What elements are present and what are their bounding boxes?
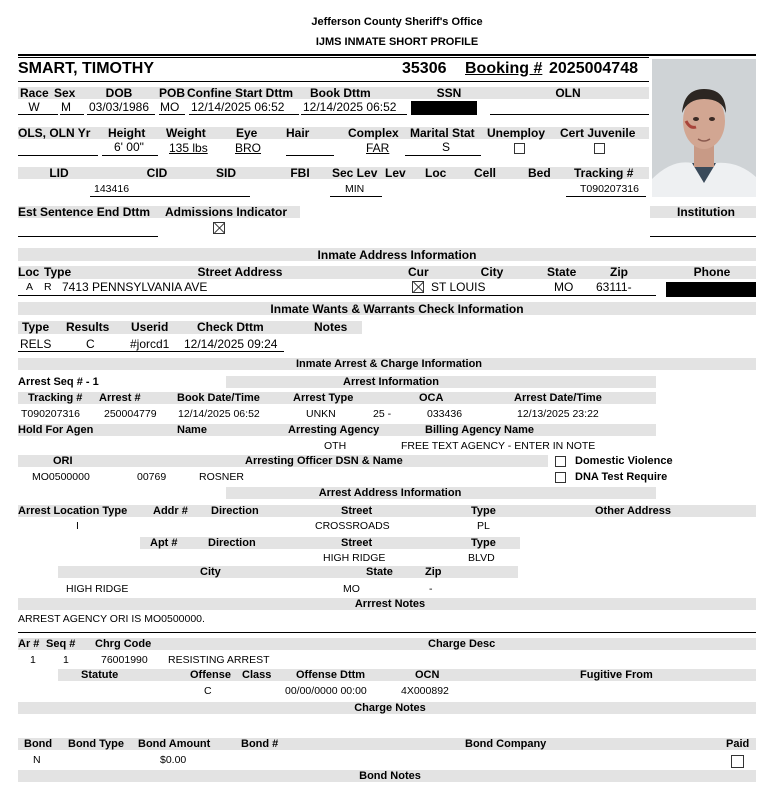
top-divider — [18, 54, 756, 56]
dob-underline — [87, 114, 155, 115]
race-underline — [18, 114, 58, 115]
arrest-zip-value: - — [429, 583, 433, 595]
eye-value: BRO — [235, 141, 262, 155]
charge-divider — [18, 632, 756, 633]
est-sentence-label: Est Sentence End Dttm — [18, 205, 151, 219]
wants-userid-label: Userid — [131, 320, 169, 334]
ocn-value: 4X000892 — [401, 685, 449, 697]
bond-no-label: Bond # — [241, 738, 279, 750]
address-section-title: Inmate Address Information — [317, 248, 477, 262]
charge-seq-value: 1 — [63, 654, 69, 666]
confine-underline — [189, 114, 299, 115]
office-title: Jefferson County Sheriff's Office — [311, 16, 483, 28]
addr-city-value: ST LOUIS — [431, 280, 486, 294]
arrest-info-bar — [226, 376, 656, 388]
pob-underline — [159, 114, 185, 115]
charge-notes-title: Charge Notes — [354, 702, 426, 714]
unemploy-label: Unemploy — [487, 126, 546, 140]
wants-check-value: 12/14/2025 09:24 — [184, 337, 278, 351]
offense-value: C — [204, 685, 212, 697]
book-underline — [301, 114, 407, 115]
complexion-value: FAR — [366, 141, 390, 155]
marital-label: Marital Stat — [410, 126, 475, 140]
institution-label: Institution — [677, 205, 735, 219]
loc-label: Loc — [425, 166, 447, 180]
offense-dttm-label: Offense Dttm — [296, 669, 366, 681]
arrest-state-value: MO — [343, 583, 360, 595]
wants-section-title: Inmate Wants & Warrants Check Information — [270, 302, 524, 316]
name-divider — [18, 81, 649, 82]
admissions-checkbox[interactable] — [213, 222, 225, 234]
arrest-type2-label: Type — [471, 537, 496, 549]
ori-label: ORI — [53, 455, 73, 467]
arresting-agency-label: Arresting Agency — [288, 424, 380, 436]
addr-street-label: Street Address — [197, 265, 283, 279]
charge-ar-value: 1 — [30, 654, 36, 666]
weight-label: Weight — [166, 126, 206, 140]
top-divider-2 — [18, 57, 649, 58]
oln-label: OLN — [555, 86, 581, 100]
cert-juvenile-label: Cert Juvenile — [560, 126, 636, 140]
charge-code-label: Chrg Code — [95, 638, 152, 650]
sentence-underline — [18, 236, 158, 237]
arrest-city-label-bar — [58, 566, 518, 578]
sec-lev-label: Sec Lev — [332, 166, 378, 180]
addr-state-value: MO — [554, 280, 574, 294]
ols-underline — [18, 155, 98, 156]
ocn-label: OCN — [415, 669, 440, 681]
wants-check-label: Check Dttm — [197, 320, 264, 334]
height-value: 6' 00" — [114, 140, 144, 154]
sex-underline — [60, 114, 84, 115]
arrest-apt-label-bar — [140, 537, 520, 549]
bond-paid-label: Paid — [726, 738, 750, 750]
institution-underline — [650, 236, 756, 237]
billing-agency-value: FREE TEXT AGENCY - ENTER IN NOTE — [401, 440, 596, 452]
admissions-label: Admissions Indicator — [165, 205, 288, 219]
oln-underline — [490, 114, 649, 115]
dob-value: 03/03/1986 — [88, 100, 150, 114]
addr-state-label: State — [547, 265, 577, 279]
addr-zip-label: Zip — [610, 265, 628, 279]
addr-zip-value: 63111- — [596, 280, 632, 294]
sex-label: Sex — [54, 86, 76, 100]
addr-loc-label: Loc — [18, 265, 40, 279]
eye-label: Eye — [236, 126, 258, 140]
bed-label: Bed — [528, 166, 551, 180]
arrest-tracking-label: Tracking # — [28, 392, 83, 404]
arrest-oca-value: 033436 — [427, 408, 463, 420]
pob-value: MO — [160, 100, 180, 114]
officer-label: Arresting Officer DSN & Name — [245, 455, 403, 467]
bond-paid-checkbox[interactable] — [731, 755, 744, 768]
dna-test-label: DNA Test Require — [575, 472, 668, 483]
arrest-book-label: Book Date/Time — [177, 392, 260, 404]
bond-amount-value: $0.00 — [160, 754, 187, 766]
marital-underline — [405, 155, 481, 156]
arrest-street-type-label: Type — [471, 505, 496, 517]
arrest-type2-value: BLVD — [468, 552, 495, 564]
address-underline — [18, 295, 656, 296]
lid-label: LID — [49, 166, 69, 180]
charge-desc-value: RESISTING ARREST — [168, 654, 270, 666]
lev-label: Lev — [385, 166, 406, 180]
tracking-underline — [566, 196, 646, 197]
charge-ar-label: Ar # — [18, 638, 40, 650]
ori-value: MO0500000 — [32, 471, 90, 483]
addr-street-value: 7413 PENNSYLVANIA AVE — [62, 280, 208, 294]
ols-label: OLS, OLN Yr — [18, 126, 91, 140]
booking-label: Booking # — [465, 60, 543, 77]
arrest-no-value: 250004779 — [104, 408, 157, 420]
pob-label: POB — [159, 86, 186, 100]
unemploy-checkbox[interactable] — [514, 143, 525, 154]
fugitive-label: Fugitive From — [580, 669, 653, 681]
offense-dttm-value: 00/00/0000 00:00 — [285, 685, 367, 697]
inmate-name: SMART, TIMOTHY — [18, 60, 154, 77]
tracking-value: T090207316 — [580, 183, 639, 195]
arrest-location-type-label: Arrest Location Type — [18, 505, 128, 517]
phone-redacted — [666, 282, 756, 297]
arrest-city-label: City — [200, 566, 221, 578]
tracking-label: Tracking # — [574, 166, 634, 180]
bond-value: N — [33, 754, 41, 766]
arrest-state-label: State — [366, 566, 393, 578]
height-label: Height — [108, 126, 146, 140]
bond-type-label: Bond Type — [68, 738, 125, 750]
marital-value: S — [442, 140, 451, 154]
charge-seq-label: Seq # — [46, 638, 76, 650]
addr-phone-label: Phone — [693, 265, 731, 279]
charge-desc-label: Charge Desc — [428, 638, 496, 650]
arrest-book-value: 12/14/2025 06:52 — [178, 408, 260, 420]
arrest-dt-label: Arrest Date/Time — [514, 392, 602, 404]
ssn-redacted — [411, 101, 477, 115]
wants-results-value: C — [86, 337, 95, 351]
offense-label: Offense — [190, 669, 231, 681]
bond-label: Bond — [24, 738, 53, 750]
dna-test-checkbox[interactable] — [555, 472, 566, 483]
inmate-photo — [652, 59, 756, 197]
addr-cur-checkbox[interactable] — [412, 281, 424, 293]
cert-juvenile-checkbox[interactable] — [594, 143, 605, 154]
fbi-label: FBI — [290, 166, 310, 180]
arrest-info-title: Arrest Information — [343, 376, 439, 388]
wants-type-value: RELS — [20, 337, 52, 351]
arrest-type-value: UNKN — [306, 408, 336, 420]
arresting-agency-value: OTH — [324, 440, 347, 452]
arrest-location-type-value: I — [76, 520, 79, 532]
cell-label: Cell — [474, 166, 497, 180]
imn-value: 35306 — [402, 60, 447, 77]
wants-notes-label: Notes — [314, 320, 348, 334]
arrest-seq: Arrest Seq # - 1 — [18, 376, 99, 388]
arrest-tracking-value: T090207316 — [21, 408, 80, 420]
addr-city-label: City — [480, 265, 504, 279]
hold-for-label: Hold For Agen — [18, 424, 94, 436]
officer-dsn: 00769 — [137, 471, 167, 483]
addr-type-label: Type — [44, 265, 72, 279]
wants-results-label: Results — [66, 320, 110, 334]
arrest-notes-text: ARREST AGENCY ORI IS MO0500000. — [18, 613, 205, 625]
cid-underline — [90, 196, 250, 197]
arrest-street2-value: HIGH RIDGE — [323, 552, 386, 564]
arrest-no-label: Arrest # — [99, 392, 141, 404]
height-underline — [102, 155, 158, 156]
arrest-type-code: 25 - — [373, 408, 392, 420]
booking-number: 2025004748 — [549, 60, 638, 77]
arrest-street2-label: Street — [341, 537, 373, 549]
bond-notes-title: Bond Notes — [359, 770, 421, 782]
arrest-type-label: Arrest Type — [293, 392, 354, 404]
sec-underline — [330, 196, 382, 197]
officer-name: ROSNER — [199, 471, 244, 483]
race-value: W — [28, 100, 40, 114]
wants-underline — [18, 351, 284, 352]
weight-value: 135 lbs — [169, 141, 208, 155]
hair-label: Hair — [286, 126, 310, 140]
bond-company-label: Bond Company — [465, 738, 547, 750]
arrest-city-value: HIGH RIDGE — [66, 583, 129, 595]
wants-type-label: Type — [22, 320, 50, 334]
book-dttm-label: Book Dttm — [310, 86, 371, 100]
sex-value: M — [61, 100, 71, 114]
statute-label: Statute — [81, 669, 119, 681]
charge-code-value: 76001990 — [101, 654, 148, 666]
addr-loc-value: A — [26, 281, 34, 293]
arrest-dt-value: 12/13/2025 23:22 — [517, 408, 599, 420]
wants-userid-value: #jorcd1 — [130, 337, 170, 351]
cid-label: CID — [146, 166, 168, 180]
race-label: Race — [20, 86, 49, 100]
arrest-street-type-value: PL — [477, 520, 490, 532]
cid-value: 143416 — [94, 183, 130, 195]
dob-label: DOB — [105, 86, 133, 100]
billing-agency-label: Billing Agency Name — [425, 424, 535, 436]
bond-label-bar — [18, 738, 756, 750]
confine-value: 12/14/2025 06:52 — [191, 100, 285, 114]
arrest-zip-label: Zip — [425, 566, 442, 578]
hold-name-label: Name — [177, 424, 207, 436]
address-label-bar — [18, 266, 756, 279]
arrest-notes-title: Arrrest Notes — [354, 598, 426, 610]
arrest-street-label: Street — [341, 505, 373, 517]
addr-cur-label: Cur — [408, 265, 429, 279]
ssn-label: SSN — [436, 86, 462, 100]
form-title: IJMS INMATE SHORT PROFILE — [315, 36, 479, 48]
sec-lev-value: MIN — [345, 183, 365, 195]
book-dttm-value: 12/14/2025 06:52 — [303, 100, 397, 114]
bond-amount-label: Bond Amount — [138, 738, 211, 750]
arrest-direction-label: Direction — [211, 505, 259, 517]
class-label: Class — [242, 669, 272, 681]
other-address-label: Other Address — [595, 505, 672, 517]
arrest-apt-label: Apt # — [150, 537, 178, 549]
hair-underline — [286, 155, 334, 156]
confine-label: Confine Start Dttm — [187, 86, 293, 100]
arrest-direction2-label: Direction — [208, 537, 256, 549]
arrest-addr-no-label: Addr # — [153, 505, 188, 517]
addr-type-value: R — [44, 281, 52, 293]
arrest-oca-label: OCA — [419, 392, 444, 404]
sid-label: SID — [215, 166, 237, 180]
domestic-violence-checkbox[interactable] — [555, 456, 566, 467]
complex-label: Complex — [348, 126, 399, 140]
arrest-address-title: Arrest Address Information — [318, 487, 462, 499]
arrest-street-value: CROSSROADS — [315, 520, 390, 532]
arrest-section-title: Inmate Arrest & Charge Information — [295, 358, 483, 370]
domestic-violence-label: Domestic Violence — [575, 455, 673, 467]
